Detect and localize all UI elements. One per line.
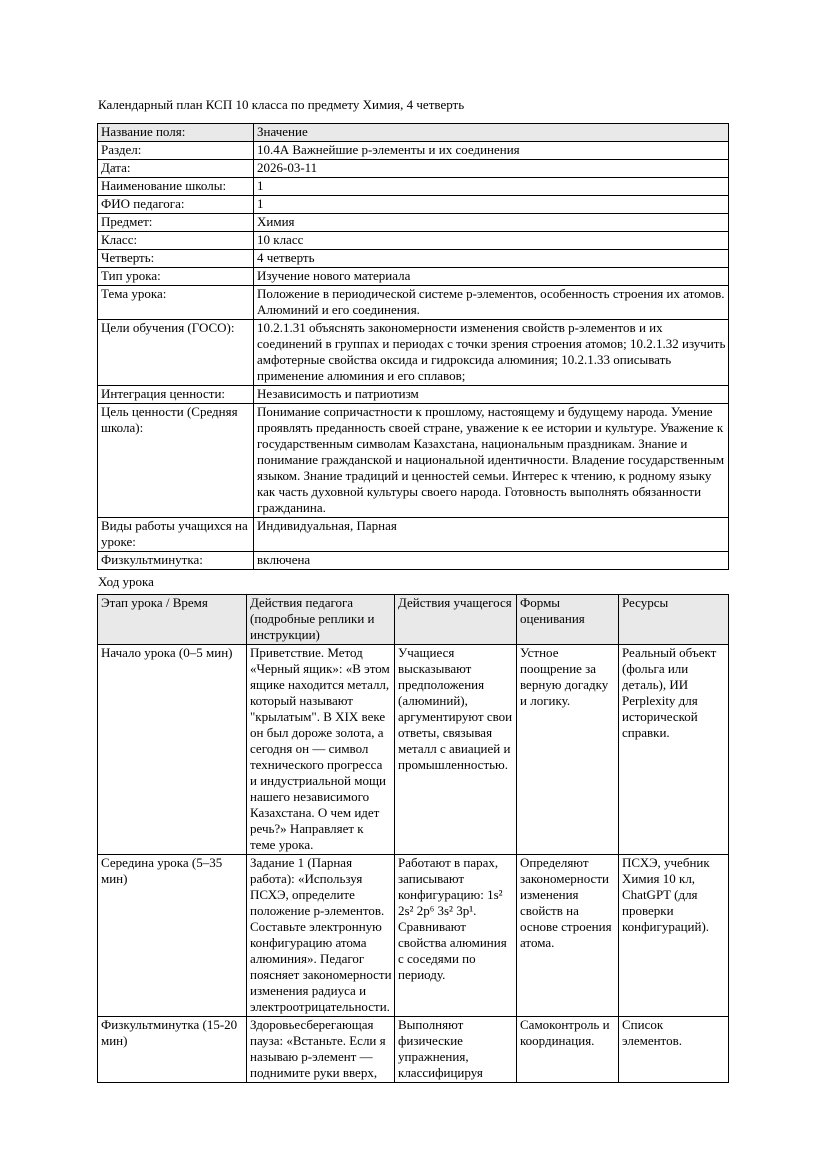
student-actions-cell: Выполняют физические упражнения, классифицируя (395, 1017, 517, 1083)
field-value-cell: 10.2.1.31 объяснять закономерности изменения свойств p-элементов и их соединений в группах и периодах с точки зрения строения атомов; 10.2.1.32 изучить амфотерные свойства оксида и гидроксида алюминия; 10.2.1.33 описывать применение алюминия и его сплавов; (254, 320, 729, 386)
teacher-actions-cell: Приветствие. Метод «Черный ящик»: «В этом ящике находится металл, который называют "крылатым". В XIX веке он был дороже золота, а сегодня он — символ технического прогресса и индустриальной мощи нашего независимого Казахстана. О чем идет речь?» Направляет к теме урока. (247, 645, 395, 855)
field-value-cell: 4 четверть (254, 250, 729, 268)
column-header-field-name: Название поля: (98, 124, 254, 142)
table-row-lesson-type (98, 268, 729, 286)
table-row-data (98, 160, 729, 178)
field-name-cell: Цель ценности (Средняя школа): (98, 404, 254, 518)
field-value-cell: 1 (254, 196, 729, 214)
student-actions-cell: Работают в парах, записывают конфигурацию: 1s² 2s² 2p⁶ 3s² 3p¹. Сравнивают свойства алюминия с соседями по периоду. (395, 855, 517, 1017)
field-value-cell: Понимание сопричастности к прошлому, настоящему и будущему народа. Умение проявлять преданность своей стране, уважение к ее истории и культуре. Уважение к государственным символам Казахстана, национальным праздникам. Знание и понимание гражданской и национальной идентичности. Владение государственным языком. Знание традиций и ценностей семьи. Интерес к чтению, к родному языку как часть духовной культуры своего народа. Готовность выполнять обязанности гражданина. (254, 404, 729, 518)
lesson-row-start (98, 645, 729, 855)
field-name-cell: Дата: (98, 160, 254, 178)
assessment-cell: Устное поощрение за верную догадку и логику. (517, 645, 619, 855)
field-name-cell: Тип урока: (98, 268, 254, 286)
field-name-cell: Класс: (98, 232, 254, 250)
table-row-work-types (98, 518, 729, 552)
table-row-values-integration (98, 386, 729, 404)
field-value-cell: Химия (254, 214, 729, 232)
field-name-cell: Наименование школы: (98, 178, 254, 196)
lesson-table (97, 594, 729, 1083)
table-row-subject (98, 214, 729, 232)
field-value-cell: включена (254, 552, 729, 570)
page-title: Календарный план КСП 10 класса по предмету Химия, 4 четверть (98, 97, 465, 112)
field-name-cell: Тема урока: (98, 286, 254, 320)
table-row-lesson-topic (98, 286, 729, 320)
field-value-cell: 2026-03-11 (254, 160, 729, 178)
field-name-cell: Четверть: (98, 250, 254, 268)
stage-cell: Физкультминутка (15-20 мин) (98, 1017, 247, 1083)
column-header-teacher-actions: Действия педагога (подробные реплики и инструкции) (247, 595, 395, 645)
table-row-quarter (98, 250, 729, 268)
field-name-cell: ФИО педагога: (98, 196, 254, 214)
stage-cell: Начало урока (0–5 мин) (98, 645, 247, 855)
table-row-values-goal (98, 404, 729, 518)
resources-cell: ПСХЭ, учебник Химия 10 кл, ChatGPT (для проверки конфигураций). (619, 855, 729, 1017)
table-row-teacher (98, 196, 729, 214)
assessment-cell: Определяют закономерности изменения свойств на основе строения атома. (517, 855, 619, 1017)
field-name-cell: Интеграция ценности: (98, 386, 254, 404)
student-actions-cell: Учащиеся высказывают предположения (алюминий), аргументируют свои ответы, связывая металл с авиацией и промышленностью. (395, 645, 517, 855)
field-value-cell: Независимость и патриотизм (254, 386, 729, 404)
teacher-actions-cell: Задание 1 (Парная работа): «Используя ПСХЭ, определите положение p-элементов. Составьте электронную конфигурацию атома алюминия». Педагог поясняет закономерности изменения радиуса и электроотрицательности. (247, 855, 395, 1017)
field-value-cell: 10.4А Важнейшие p-элементы и их соединения (254, 142, 729, 160)
table-row-razdel (98, 142, 729, 160)
field-name-cell: Предмет: (98, 214, 254, 232)
column-header-assessment: Формы оценивания (517, 595, 619, 645)
info-table (97, 123, 729, 570)
stage-cell: Середина урока (5–35 мин) (98, 855, 247, 1017)
table-row-phys-minute (98, 552, 729, 570)
field-value-cell: Изучение нового материала (254, 268, 729, 286)
table-row-school (98, 178, 729, 196)
field-name-cell: Раздел: (98, 142, 254, 160)
info-table-header-row (98, 124, 729, 142)
teacher-actions-cell: Здоровьесберегающая пауза: «Встаньте. Если я называю p-элемент — поднимите руки вверх, (247, 1017, 395, 1083)
lesson-row-middle (98, 855, 729, 1017)
field-value-cell: Положение в периодической системе p-элементов, особенность строения их атомов. Алюминий и его соединения. (254, 286, 729, 320)
lesson-row-phys-minute (98, 1017, 729, 1083)
lesson-table-header-row (98, 595, 729, 645)
field-name-cell: Физкультминутка: (98, 552, 254, 570)
column-header-stage: Этап урока / Время (98, 595, 247, 645)
table-row-goals (98, 320, 729, 386)
column-header-student-actions: Действия учащегося (395, 595, 517, 645)
section-heading: Ход урока (98, 574, 154, 589)
field-value-cell: 1 (254, 178, 729, 196)
field-name-cell: Виды работы учащихся на уроке: (98, 518, 254, 552)
table-row-class (98, 232, 729, 250)
field-value-cell: 10 класс (254, 232, 729, 250)
assessment-cell: Самоконтроль и координация. (517, 1017, 619, 1083)
resources-cell: Реальный объект (фольга или деталь), ИИ Perplexity для исторической справки. (619, 645, 729, 855)
column-header-resources: Ресурсы (619, 595, 729, 645)
field-value-cell: Индивидуальная, Парная (254, 518, 729, 552)
column-header-value: Значение (254, 124, 729, 142)
resources-cell: Список элементов. (619, 1017, 729, 1083)
field-name-cell: Цели обучения (ГОСО): (98, 320, 254, 386)
